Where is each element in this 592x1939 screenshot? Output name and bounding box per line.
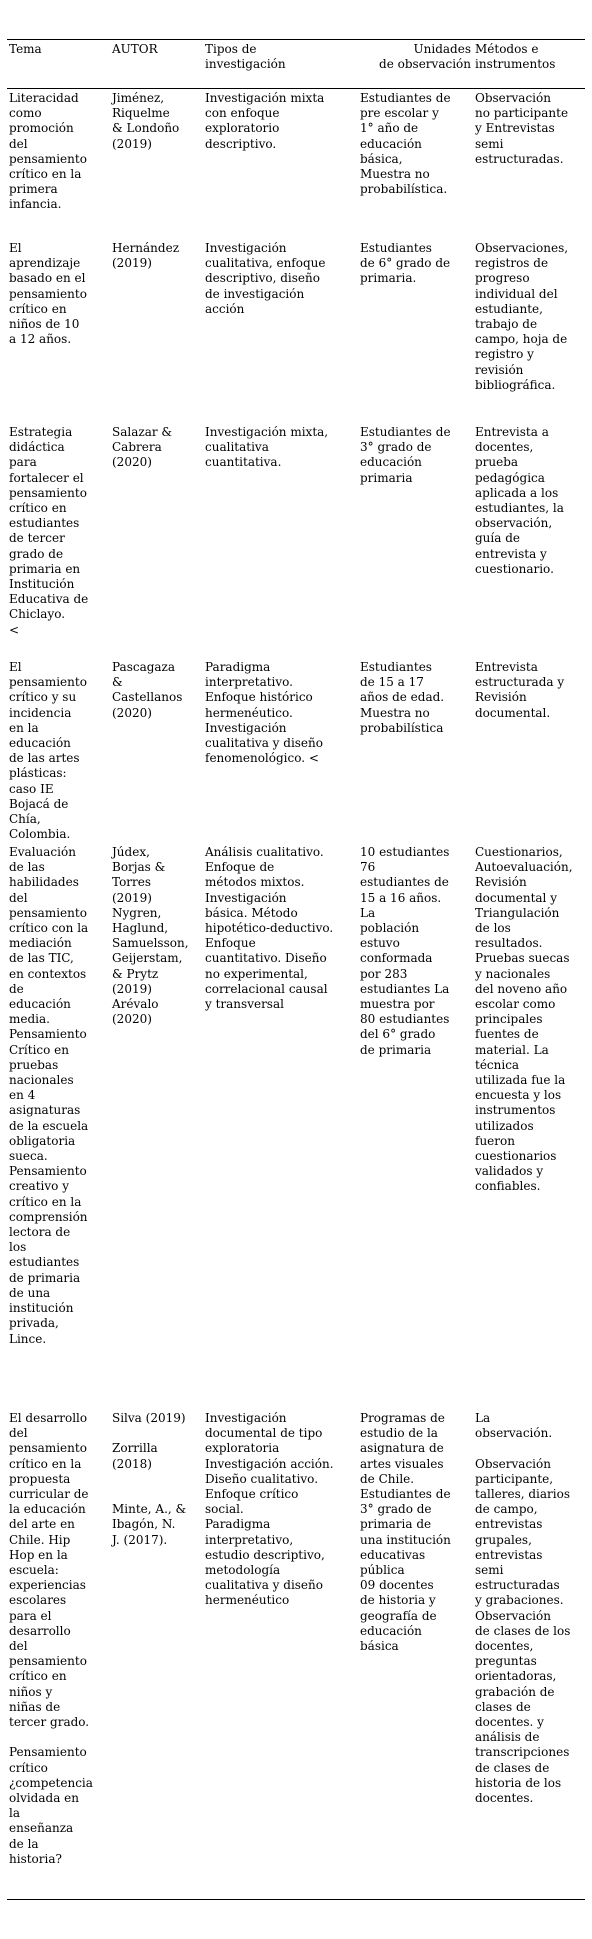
cell-tema: El desarrollo del pensamiento crítico en la propuesta curricular de la educación del arte en Chile. Hip Hop en la escuela: experiencias escolares para el desarrollo del pensamiento crítico en niños y niñas de tercer grado. Pensamiento crítico ¿competencia olvidada en la enseñanza de la historia?: [9, 1411, 93, 1866]
cell-autor: Júdex, Borjas & Torres (2019) Nygren, Haglund, Samuelsson, Geijerstam, & Prytz (2019) Arévalo (2020): [112, 845, 189, 1027]
cell-metodos: La observación. Observación participante, talleres, diarios de campo, entrevistas grupales, entrevistas semi estructuradas y grabaciones. Observación de clases de los docentes, preguntas orientadoras, grabación de clases de docentes. y análisis de transcripciones de clases de historia de los docentes.: [475, 1411, 571, 1806]
cell-metodos: Cuestionarios, Autoevaluación, Revisión documental y Triangulación de los resultados. Pruebas suecas y nacionales del noveno año escolar como principales fuentes de material. La técnica utilizada fue la encuesta y los instrumentos utilizados fueron cuestionarios validados y confiables.: [475, 845, 573, 1194]
cell-tema: Evaluación de las habilidades del pensamiento crítico con la mediación de las TIC, en contextos de educación media. Pensamiento Crítico en pruebas nacionales en 4 asignaturas de la escuela obligatoria sueca. Pensamiento creativo y crítico en la comprensión lectora de los estudiantes de primaria de una institución privada, Lince.: [9, 845, 89, 1346]
cell-tipos: Paradigma interpretativo. Enfoque histórico hermenéutico. Investigación cualitativa y diseño fenomenológico. <: [205, 660, 323, 766]
cell-unidades: Estudiantes de 3° grado de educación primaria: [360, 425, 451, 485]
cell-autor: Salazar & Cabrera (2020): [112, 425, 173, 470]
cell-metodos: Observación no participante y Entrevistas semi estructuradas.: [475, 91, 569, 166]
cell-autor: Hernández (2019): [112, 241, 180, 271]
header-tema: Tema: [9, 42, 42, 56]
table-row: [7, 423, 585, 658]
cell-autor: Jiménez, Riquelme & Londoño (2019): [112, 91, 180, 151]
header-metodos: Métodos e instrumentos: [475, 42, 556, 72]
table-header-row: [7, 40, 585, 88]
cell-tipos: Investigación mixta con enfoque exploratorio descriptivo.: [205, 91, 325, 151]
cell-tema: El pensamiento crítico y su incidencia en la educación de las artes plásticas: caso IE Bojacá de Chía, Colombia.: [9, 660, 87, 842]
cell-tipos: Análisis cualitativo. Enfoque de métodos mixtos. Investigación básica. Método hipotético-deductivo. Enfoque cuantitativo. Diseño no experimental, correlacional causal y transversal: [205, 845, 334, 1012]
table-row: [7, 239, 585, 423]
cell-metodos: Observaciones, registros de progreso individual del estudiante, trabajo de campo, hoja de registro y revisión bibliográfica.: [475, 241, 569, 392]
cell-unidades: Programas de estudio de la asignatura de artes visuales de Chile. Estudiantes de 3° grado de primaria de una institución educativas pública 09 docentes de historia y geografía de educación básica: [360, 1411, 451, 1654]
cell-tipos: Investigación cualitativa, enfoque descriptivo, diseño de investigación acción: [205, 241, 326, 316]
table-row: [7, 843, 585, 1409]
cell-tema: El aprendizaje basado en el pensamiento crítico en niños de 10 a 12 años.: [9, 241, 87, 347]
cell-metodos: Entrevista estructurada y Revisión documental.: [475, 660, 565, 720]
table-row: [7, 89, 585, 239]
table-row: [7, 658, 585, 843]
cell-autor: Pascagaza & Castellanos (2020): [112, 660, 183, 720]
cell-metodos: Entrevista a docentes, prueba pedagógica aplicada a los estudiantes, la observación, guía de entrevista y cuestionario.: [475, 425, 564, 576]
cell-tipos: Investigación mixta, cualitativa cuantitativa.: [205, 425, 329, 470]
table-row: [7, 1409, 585, 1899]
header-autor: AUTOR: [112, 42, 158, 56]
cell-unidades: Estudiantes de 15 a 17 años de edad. Muestra no probabilística: [360, 660, 445, 735]
cell-tema: Estrategia didáctica para fortalecer el pensamiento crítico en estudiantes de tercer grado de primaria en Institución Educativa de Chiclayo. <: [9, 425, 89, 637]
cell-tipos: Investigación documental de tipo exploratoria Investigación acción. Diseño cualitativo. Enfoque crítico social. Paradigma interpretativo, estudio descriptivo, metodología cualitativa y diseño hermenéutico: [205, 1411, 334, 1608]
research-table: [7, 39, 585, 1900]
cell-tema: Literacidad como promoción del pensamiento crítico en la primera infancia.: [9, 91, 87, 212]
cell-unidades: 10 estudiantes 76 estudiantes de 15 a 16 años. La población estuvo conformada por 283 estudiantes La muestra por 80 estudiantes del 6° grado de primaria: [360, 845, 450, 1057]
cell-autor: Silva (2019) Zorrilla (2018) Minte, A., & Ibagón, N. J. (2017).: [112, 1411, 187, 1547]
table-bottom-rule: [7, 1899, 585, 1900]
cell-unidades: Estudiantes de 6° grado de primaria.: [360, 241, 451, 286]
cell-unidades: Estudiantes de pre escolar y 1° año de educación básica, Muestra no probabilística.: [360, 91, 451, 197]
header-unidades: Unidades de observación: [379, 42, 471, 72]
header-tipos: Tipos de investigación: [205, 42, 286, 72]
